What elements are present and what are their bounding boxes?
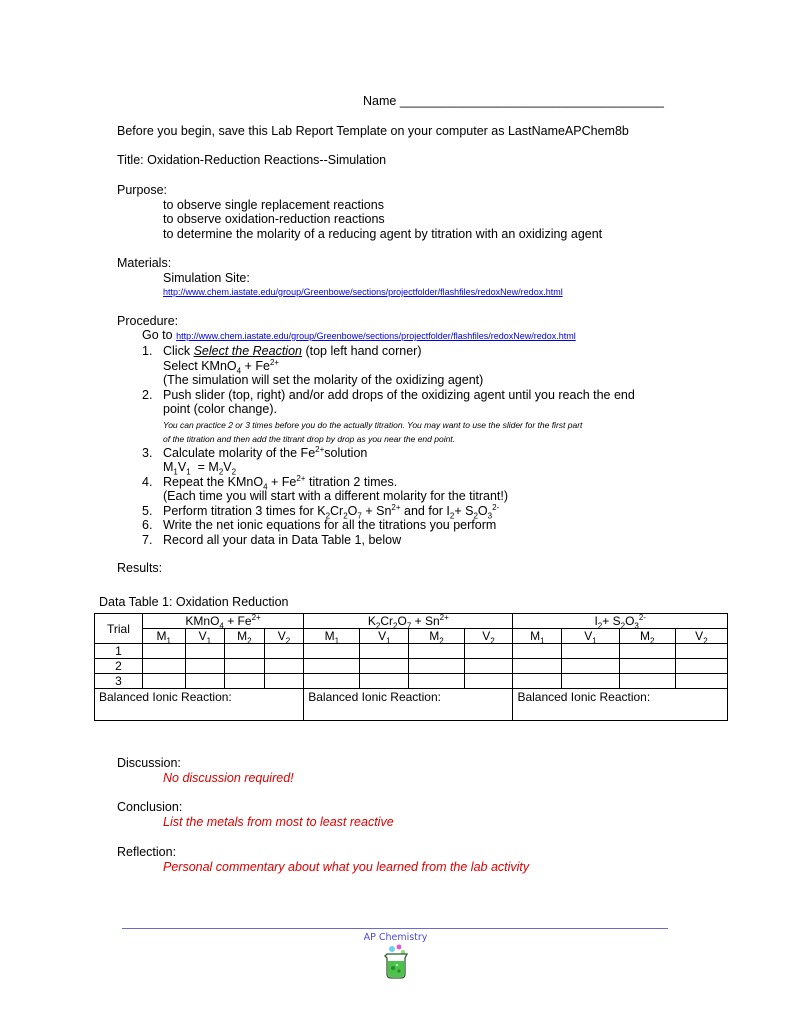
data-cell[interactable] bbox=[562, 659, 619, 674]
instruction-text: Before you begin, save this Lab Report Template on your computer as LastNameAPChem8b bbox=[117, 124, 629, 138]
procedure-step-6: 6. Write the net ionic equations for all the titrations you perform bbox=[142, 518, 497, 532]
discussion-heading: Discussion: bbox=[117, 756, 181, 770]
reflection-text: Personal commentary about what you learned from the lab activity bbox=[163, 860, 530, 874]
col-v2: $V_2$ bbox=[464, 629, 513, 644]
data-cell[interactable] bbox=[142, 674, 185, 689]
procedure-step-3: 3. Calculate molarity of the $Fe^{2+}solution$ $M_1V_1 = M_2V_2$ bbox=[142, 444, 368, 477]
data-cell[interactable] bbox=[464, 674, 513, 689]
col-m1: $M_1$ bbox=[513, 629, 562, 644]
goto-label: Go to bbox=[142, 328, 173, 342]
data-cell[interactable] bbox=[225, 674, 265, 689]
data-cell[interactable] bbox=[464, 659, 513, 674]
data-cell[interactable] bbox=[360, 644, 409, 659]
data-cell[interactable] bbox=[225, 659, 265, 674]
data-cell[interactable] bbox=[513, 659, 562, 674]
data-cell[interactable] bbox=[264, 674, 304, 689]
data-cell[interactable] bbox=[225, 644, 265, 659]
data-cell[interactable] bbox=[675, 659, 727, 674]
purpose-item: to observe oxidation-reduction reactions bbox=[163, 212, 385, 226]
group-header-i2: $I_2+ S_2O_3^{2-}$ bbox=[513, 614, 728, 629]
simulation-site-link[interactable]: http://www.chem.iastate.edu/group/Greenbowe/sections/projectfolder/flashfiles/redoxNew/redox.html bbox=[163, 287, 563, 297]
name-blank: ______________________________________ bbox=[399, 94, 665, 108]
col-m1: $M_1$ bbox=[142, 629, 185, 644]
data-cell[interactable] bbox=[304, 674, 360, 689]
data-cell[interactable] bbox=[675, 644, 727, 659]
data-cell[interactable] bbox=[409, 659, 464, 674]
procedure-step-2: 2. Push slider (top, right) and/or add drops of the oxidizing agent until you reach the end point (color change). You can practice 2 or 3 times before you do the actually titration. You may want to use the slider for the first part of the titration and then add the titrant drop by drop as you near the end point. bbox=[142, 387, 635, 444]
data-cell[interactable] bbox=[513, 674, 562, 689]
trial-number: 3 bbox=[95, 674, 143, 689]
name-line bbox=[363, 94, 664, 108]
select-reaction-link: Select the Reaction bbox=[193, 344, 302, 358]
page-title: Title: Oxidation-Reduction Reactions--Simulation bbox=[117, 153, 387, 167]
results-heading: Results: bbox=[117, 561, 163, 575]
col-m1: $M_1$ bbox=[304, 629, 360, 644]
group-header-kmno4: KMnO$_4$ + $Fe^{2+}$ bbox=[142, 614, 303, 629]
col-v2: $V_2$ bbox=[264, 629, 304, 644]
table-row bbox=[95, 674, 728, 689]
procedure-link[interactable]: http://www.chem.iastate.edu/group/Greenbowe/sections/projectfolder/flashfiles/redoxNew/redox.html bbox=[176, 331, 576, 341]
materials-heading: Materials: bbox=[117, 256, 172, 270]
balanced-row bbox=[95, 689, 728, 721]
col-m2: $M_2$ bbox=[409, 629, 464, 644]
col-v1: $V_1$ bbox=[562, 629, 619, 644]
data-cell[interactable] bbox=[304, 644, 360, 659]
procedure-heading: Procedure: bbox=[117, 314, 179, 328]
procedure-step-5: 5. Perform titration 3 times for $K_2Cr_2O_7 + Sn^{2+}$ and for $I_2+ S_2O_3^{2-}$ bbox=[142, 502, 500, 520]
data-cell[interactable] bbox=[185, 644, 225, 659]
data-cell[interactable] bbox=[562, 644, 619, 659]
col-m2: $M_2$ bbox=[225, 629, 265, 644]
table-caption: Data Table 1: Oxidation Reduction bbox=[99, 595, 289, 609]
purpose-item: to determine the molarity of a reducing agent by titration with an oxidizing agent bbox=[163, 227, 603, 241]
trial-number: 2 bbox=[95, 659, 143, 674]
footer-text: AP Chemistry bbox=[363, 932, 428, 943]
balanced-reaction-kmno4[interactable]: Balanced Ionic Reaction: bbox=[95, 689, 304, 721]
procedure-step-1: 1. Click Select the Reaction (top left hand corner) Select KMnO$_4$ + $Fe^{2+}$ (The simulation will set the molarity of the oxidizing agent) bbox=[142, 344, 484, 387]
col-v1: $V_1$ bbox=[360, 629, 409, 644]
data-cell[interactable] bbox=[360, 674, 409, 689]
table-row bbox=[95, 659, 728, 674]
data-table bbox=[94, 613, 728, 721]
procedure-step-7: 7. Record all your data in Data Table 1, below bbox=[142, 532, 402, 547]
discussion-text: No discussion required! bbox=[163, 771, 294, 785]
data-cell[interactable] bbox=[409, 644, 464, 659]
col-m2: $M_2$ bbox=[619, 629, 675, 644]
trial-number: 1 bbox=[95, 644, 143, 659]
data-cell[interactable] bbox=[185, 674, 225, 689]
procedure-steps bbox=[142, 344, 635, 547]
conclusion-heading: Conclusion: bbox=[117, 800, 183, 814]
goto-line bbox=[142, 328, 576, 342]
data-cell[interactable] bbox=[185, 659, 225, 674]
table-row bbox=[95, 644, 728, 659]
balanced-reaction-k2cr2o7[interactable]: Balanced Ionic Reaction: bbox=[304, 689, 513, 721]
data-cell[interactable] bbox=[675, 674, 727, 689]
data-cell[interactable] bbox=[513, 644, 562, 659]
purpose-heading: Purpose: bbox=[117, 183, 168, 197]
group-header-k2cr2o7: $K_2Cr_2O_7 + Sn^{2+}$ bbox=[304, 614, 513, 629]
purpose-item: to observe single replacement reactions bbox=[163, 198, 384, 212]
data-cell[interactable] bbox=[360, 659, 409, 674]
simulation-site-label: Simulation Site: bbox=[163, 271, 250, 285]
procedure-step-4: 4. Repeat the KMnO$_4$ + $Fe^{2+}$ titration 2 times. (Each time you will start with a different molarity for the titrant!) bbox=[142, 473, 509, 503]
beaker-icon bbox=[380, 944, 414, 983]
reflection-heading: Reflection: bbox=[117, 845, 177, 859]
data-cell[interactable] bbox=[409, 674, 464, 689]
data-cell[interactable] bbox=[142, 644, 185, 659]
data-cell[interactable] bbox=[619, 674, 675, 689]
data-cell[interactable] bbox=[304, 659, 360, 674]
data-cell[interactable] bbox=[264, 659, 304, 674]
data-cell[interactable] bbox=[619, 644, 675, 659]
col-v1: $V_1$ bbox=[185, 629, 225, 644]
name-label: Name bbox=[363, 94, 397, 108]
data-cell[interactable] bbox=[264, 644, 304, 659]
trial-header: Trial bbox=[95, 614, 143, 644]
data-cell[interactable] bbox=[142, 659, 185, 674]
col-v2: $V_2$ bbox=[675, 629, 727, 644]
conclusion-text: List the metals from most to least reactive bbox=[163, 815, 394, 829]
data-cell[interactable] bbox=[464, 644, 513, 659]
balanced-reaction-i2[interactable]: Balanced Ionic Reaction: bbox=[513, 689, 728, 721]
data-cell[interactable] bbox=[619, 659, 675, 674]
footer-divider bbox=[122, 928, 668, 929]
data-cell[interactable] bbox=[562, 674, 619, 689]
